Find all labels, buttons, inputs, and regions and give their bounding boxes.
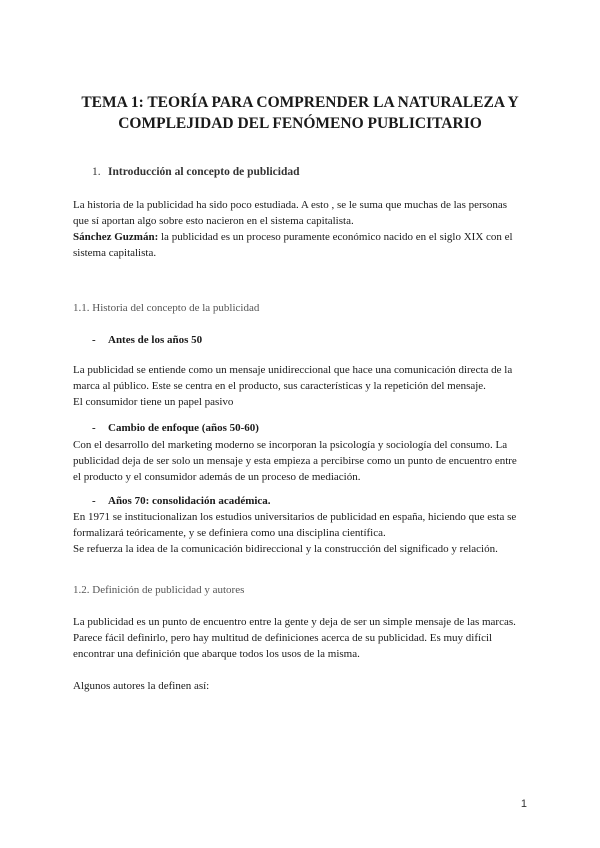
author-line-1: la publicidad es un proceso puramente económico nacido en el siglo XIX con el (158, 231, 513, 243)
paragraph-line: El consumidor tiene un papel pasivo (73, 396, 234, 408)
intro-paragraph (73, 197, 528, 229)
bullet-cambio-enfoque (92, 422, 259, 434)
bullet-label: Cambio de enfoque (años 50-60) (108, 422, 259, 434)
authors-intro (73, 678, 528, 694)
section-1-heading (92, 166, 300, 178)
before-50s-paragraph (73, 362, 528, 410)
title-line-2: COMPLEJIDAD DEL FENÓMENO PUBLICITARIO (118, 115, 482, 132)
bullet-dash: - (92, 422, 96, 434)
title-line-1: TEMA 1: TEORÍA PARA COMPRENDER LA NATURALEZA Y (81, 94, 519, 111)
intro-line-1: La historia de la publicidad ha sido poco estudiada. A esto , se le suma que muchas de las personas (73, 199, 508, 211)
section-1-1-heading: 1.1. Historia del concepto de la publicidad (73, 302, 260, 314)
author-paragraph (73, 229, 528, 261)
page-number: 1 (520, 798, 527, 810)
paragraph-line: publicidad deja de ser solo un mensaje y esta empieza a percibirse como un punto de encuentro entre (73, 455, 517, 467)
section-1-title: Introducción al concepto de publicidad (108, 166, 300, 178)
author-name: Sánchez Guzmán: (73, 231, 159, 243)
paragraph-line: Se refuerza la idea de la comunicación bidireccional y la construcción del significado y relación. (73, 543, 498, 555)
paragraph-line: encontrar una definición que abarque todos los usos de la misma. (73, 648, 360, 660)
paragraph-line: La publicidad es un punto de encuentro entre la gente y deja de ser un simple mensaje de las marcas. (73, 616, 516, 628)
author-line-2: sistema capitalista. (73, 247, 157, 259)
paragraph-line: el producto y el consumidor además de un proceso de mediación. (73, 471, 361, 483)
cambio-enfoque-paragraph (73, 437, 528, 485)
section-1-2-heading: 1.2. Definición de publicidad y autores (73, 584, 245, 596)
section-1-number: 1. (92, 166, 101, 178)
bullet-anos-70 (92, 495, 271, 507)
bullet-before-50s (92, 334, 202, 346)
paragraph-line: Con el desarrollo del marketing moderno se incorporan la psicología y sociología del consumo. La (73, 439, 508, 451)
authors-intro-text: Algunos autores la definen así: (73, 680, 210, 692)
paragraph-line: La publicidad se entiende como un mensaje unidireccional que hace una comunicación directa de la (73, 364, 513, 376)
anos-70-paragraph (73, 509, 528, 557)
paragraph-line: En 1971 se institucionalizan los estudios universitarios de publicidad en españa, hiciendo que esta se (73, 511, 517, 523)
bullet-dash: - (92, 495, 96, 507)
bullet-dash: - (92, 334, 96, 346)
bullet-label: Antes de los años 50 (108, 334, 203, 346)
paragraph-line: formalizará teóricamente, y se definiera como una disciplina científica. (73, 527, 386, 539)
paragraph-line: Parece fácil definirlo, pero hay multitud de definiciones acerca de su publicidad. Es muy difícil (73, 632, 493, 644)
definition-paragraph (73, 614, 528, 662)
bullet-label: Años 70: consolidación académica. (108, 495, 271, 507)
document-title (60, 92, 540, 134)
paragraph-line: marca al público. Este se centra en el producto, sus características y la repetición del mensaje. (73, 380, 486, 392)
intro-line-2: que sí aportan algo sobre esto nacieron en el sistema capitalista. (73, 215, 354, 227)
